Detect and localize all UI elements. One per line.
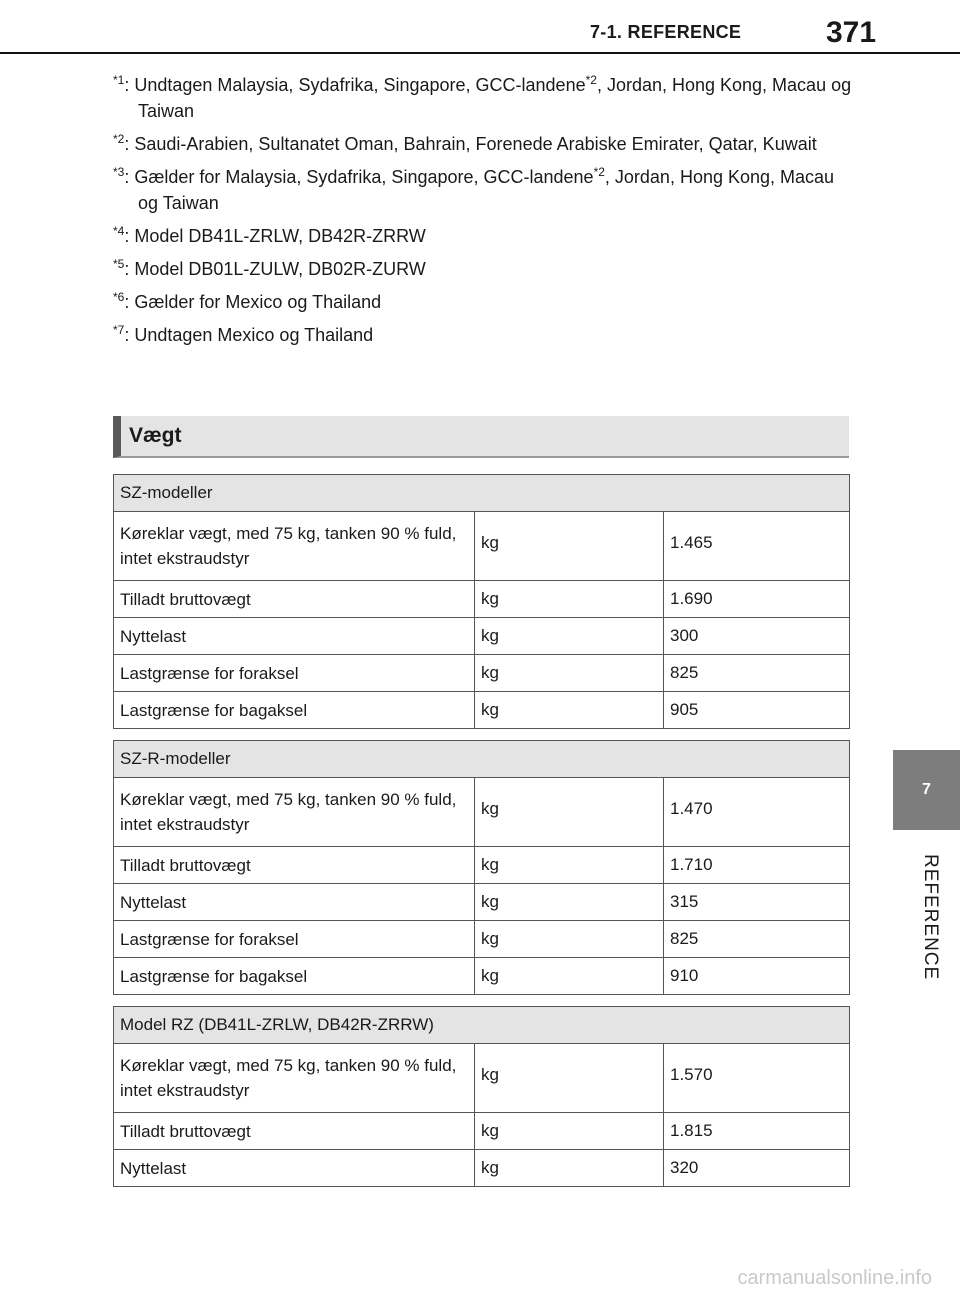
table-row xyxy=(114,692,850,729)
footnote-7 xyxy=(113,322,853,348)
footnote-text: : Gælder for Malaysia, Sydafrika, Singapore, GCC-landene xyxy=(124,167,594,187)
footnote-mark: *6 xyxy=(113,290,125,304)
footnote-mark: *5 xyxy=(113,257,125,271)
row-unit: kg xyxy=(475,884,664,921)
row-unit: kg xyxy=(475,512,664,581)
row-unit: kg xyxy=(475,692,664,729)
footnote-2 xyxy=(113,131,853,157)
row-unit: kg xyxy=(475,581,664,618)
weight-table-sz-r xyxy=(113,740,850,995)
chapter-tab[interactable] xyxy=(893,750,960,830)
row-unit: kg xyxy=(475,921,664,958)
row-label: Køreklar vægt, med 75 kg, tanken 90 % fuld, intet ekstraudstyr xyxy=(114,778,475,847)
table-row xyxy=(114,655,850,692)
row-label: Tilladt bruttovægt xyxy=(114,1113,475,1150)
row-label: Nyttelast xyxy=(114,618,475,655)
row-label: Lastgrænse for bagaksel xyxy=(114,692,475,729)
table-row xyxy=(114,512,850,581)
row-label: Køreklar vægt, med 75 kg, tanken 90 % fuld, intet ekstraudstyr xyxy=(114,1044,475,1113)
row-value: 825 xyxy=(664,655,850,692)
footnote-text: : Model DB41L-ZRLW, DB42R-ZRRW xyxy=(124,226,426,246)
row-value: 320 xyxy=(664,1150,850,1187)
table-row xyxy=(114,921,850,958)
group-label: SZ-modeller xyxy=(114,475,850,512)
row-unit: kg xyxy=(475,847,664,884)
table-row xyxy=(114,778,850,847)
group-label: SZ-R-modeller xyxy=(114,741,850,778)
footnote-ref: *2 xyxy=(593,165,605,179)
footnote-mark: *1 xyxy=(113,73,125,87)
chapter-label: REFERENCE xyxy=(920,853,941,981)
footnotes xyxy=(113,72,853,355)
row-value: 1.465 xyxy=(664,512,850,581)
row-label: Nyttelast xyxy=(114,884,475,921)
row-label: Tilladt bruttovægt xyxy=(114,581,475,618)
page-number: 371 xyxy=(826,16,877,49)
table-group-header xyxy=(114,1007,850,1044)
footnote-mark: *2 xyxy=(113,132,125,146)
chapter-number: 7 xyxy=(922,781,931,798)
footnote-5 xyxy=(113,256,853,282)
row-value: 300 xyxy=(664,618,850,655)
row-unit: kg xyxy=(475,1150,664,1187)
row-label: Køreklar vægt, med 75 kg, tanken 90 % fuld, intet ekstraudstyr xyxy=(114,512,475,581)
row-value: 905 xyxy=(664,692,850,729)
footnote-6 xyxy=(113,289,853,315)
row-value: 910 xyxy=(664,958,850,995)
row-value: 1.570 xyxy=(664,1044,850,1113)
row-unit: kg xyxy=(475,778,664,847)
section-title: Vægt xyxy=(113,416,849,458)
row-label: Tilladt bruttovægt xyxy=(114,847,475,884)
table-row xyxy=(114,618,850,655)
row-label: Nyttelast xyxy=(114,1150,475,1187)
footnote-3 xyxy=(113,164,853,216)
weight-table-sz xyxy=(113,474,850,729)
row-unit: kg xyxy=(475,958,664,995)
footnote-text: : Saudi-Arabien, Sultanatet Oman, Bahrain, Forenede Arabiske Emirater, Qatar, Kuwait xyxy=(124,134,817,154)
table-group-header xyxy=(114,475,850,512)
row-unit: kg xyxy=(475,655,664,692)
footnote-mark: *4 xyxy=(113,224,125,238)
table-row xyxy=(114,847,850,884)
footnote-mark: *3 xyxy=(113,165,125,179)
row-value: 1.470 xyxy=(664,778,850,847)
row-label: Lastgrænse for bagaksel xyxy=(114,958,475,995)
table-row xyxy=(114,958,850,995)
row-value: 825 xyxy=(664,921,850,958)
group-label: Model RZ (DB41L-ZRLW, DB42R-ZRRW) xyxy=(114,1007,850,1044)
row-unit: kg xyxy=(475,618,664,655)
footnote-text: : Gælder for Mexico og Thailand xyxy=(124,292,382,312)
footnote-4 xyxy=(113,223,853,249)
row-value: 1.815 xyxy=(664,1113,850,1150)
footnote-text: : Undtagen Malaysia, Sydafrika, Singapore, GCC-landene xyxy=(124,75,586,95)
section-header: 7-1. REFERENCE xyxy=(590,22,742,42)
row-label: Lastgrænse for foraksel xyxy=(114,921,475,958)
footnote-text: : Undtagen Mexico og Thailand xyxy=(124,325,374,345)
row-label: Lastgrænse for foraksel xyxy=(114,655,475,692)
table-row xyxy=(114,1150,850,1187)
watermark-text: carmanualsonline.info xyxy=(737,1267,932,1289)
row-value: 1.710 xyxy=(664,847,850,884)
footnote-text: : Model DB01L-ZULW, DB02R-ZURW xyxy=(124,259,426,279)
table-group-header xyxy=(114,741,850,778)
footnote-mark: *7 xyxy=(113,323,125,337)
table-row xyxy=(114,884,850,921)
table-row xyxy=(114,1044,850,1113)
weight-table-rz xyxy=(113,1006,850,1187)
footnote-text: , Jordan, Hong Kong, Macau og Taiwan xyxy=(138,167,835,213)
header-rule xyxy=(0,52,960,54)
footnote-1 xyxy=(113,72,853,124)
row-value: 315 xyxy=(664,884,850,921)
footnote-text: , Jordan, Hong Kong, Macau og Taiwan xyxy=(138,75,852,121)
row-unit: kg xyxy=(475,1113,664,1150)
table-row xyxy=(114,1113,850,1150)
row-value: 1.690 xyxy=(664,581,850,618)
footnote-ref: *2 xyxy=(585,73,597,87)
table-row xyxy=(114,581,850,618)
row-unit: kg xyxy=(475,1044,664,1113)
